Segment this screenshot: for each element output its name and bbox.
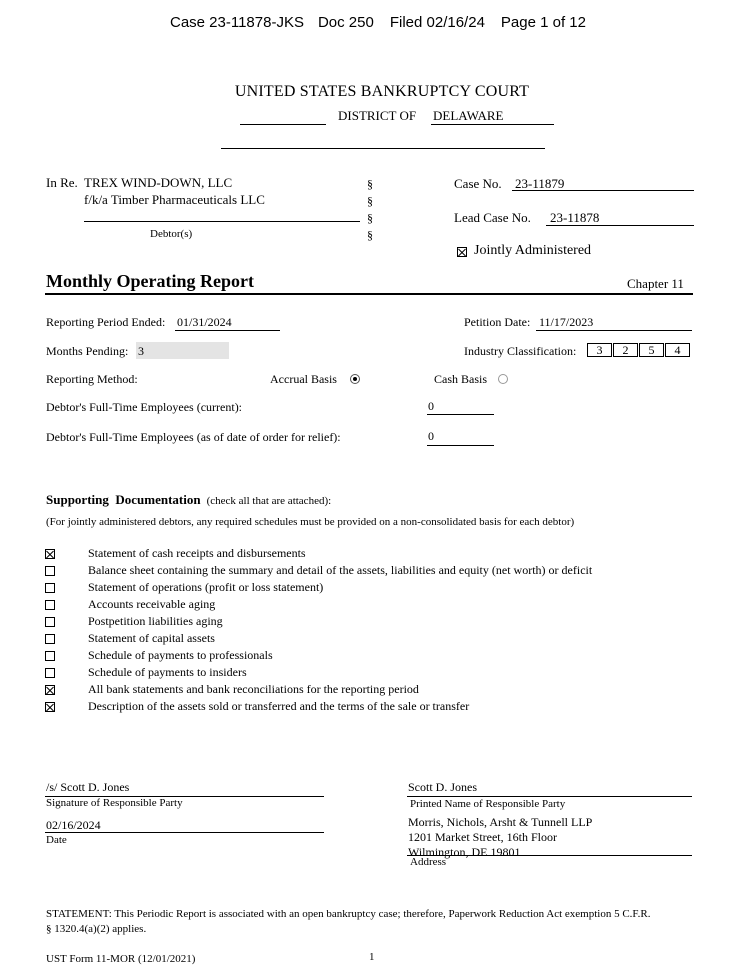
checklist-checkbox[interactable] [45, 668, 55, 678]
jointly-administered-checkbox[interactable] [457, 247, 467, 257]
header-doc: Doc 250 [317, 14, 374, 31]
case-no-label: Case No. [454, 176, 502, 191]
address-line-2: 1201 Market Street, 16th Floor [408, 830, 557, 844]
printed-name-line [407, 796, 692, 797]
printed-name-label: Printed Name of Responsible Party [410, 798, 566, 810]
date-value: 02/16/2024 [46, 818, 101, 832]
address-line [407, 855, 692, 856]
chapter-label: Chapter 11 [627, 276, 684, 291]
cash-label: Cash Basis [434, 372, 488, 386]
checklist-checkbox[interactable] [45, 634, 55, 644]
date-label: Date [46, 834, 67, 846]
header-filed: Filed 02/16/24 [389, 14, 485, 31]
checklist-label: Statement of operations (profit or loss statement) [88, 580, 324, 594]
address-line-3: Wilmington, DE 19801 [408, 845, 521, 859]
period-value: 01/31/2024 [177, 315, 232, 329]
section-mark: § [367, 177, 373, 191]
case-no-value: 23-11879 [515, 176, 565, 191]
signature-value: /s/ Scott D. Jones [46, 780, 130, 794]
industry-digit: 2 [613, 343, 638, 357]
supporting-title: Supporting Documentation [46, 492, 201, 507]
checklist-label: Postpetition liabilities aging [88, 614, 223, 628]
employees-relief-label: Debtor's Full-Time Employees (as of date of order for relief): [46, 430, 341, 444]
section-mark: § [367, 194, 373, 208]
debtor-line [84, 221, 360, 222]
employees-current-line [427, 414, 494, 415]
section-mark: § [367, 211, 373, 225]
supporting-note: (For jointly administered debtors, any required schedules must be provided on a non-consolidated basis for each debtor) [46, 516, 575, 528]
checklist-checkbox[interactable] [45, 566, 55, 576]
form-id: UST Form 11-MOR (12/01/2021) [46, 953, 196, 965]
employees-current-value: 0 [428, 399, 434, 413]
checklist-label: Statement of capital assets [88, 631, 215, 645]
checklist-checkbox[interactable] [45, 600, 55, 610]
checklist-checkbox[interactable] [45, 617, 55, 627]
jointly-administered-label: Jointly Administered [474, 243, 592, 258]
checklist-checkbox[interactable] [45, 685, 55, 695]
report-title: Monthly Operating Report [46, 271, 254, 291]
checklist-checkbox[interactable] [45, 702, 55, 712]
industry-digit: 3 [587, 343, 612, 357]
industry-digit: 5 [639, 343, 664, 357]
months-pending-value: 3 [138, 344, 144, 358]
months-pending-label: Months Pending: [46, 344, 129, 358]
checklist-label: Schedule of payments to insiders [88, 665, 247, 679]
checklist-label: Description of the assets sold or transferred and the terms of the sale or transfer [88, 699, 470, 713]
petition-label: Petition Date: [464, 315, 531, 329]
paperwork-statement-2: § 1320.4(a)(2) applies. [46, 923, 147, 935]
employees-relief-line [427, 445, 494, 446]
checklist-checkbox[interactable] [45, 651, 55, 661]
case-no-line [512, 190, 694, 191]
accrual-label: Accrual Basis [270, 372, 337, 386]
period-line [175, 330, 280, 331]
in-re-label: In Re. [46, 175, 78, 190]
district-left-line [240, 124, 326, 125]
ecf-header [0, 14, 756, 31]
address-label: Address [410, 856, 447, 868]
signature-label: Signature of Responsible Party [46, 797, 183, 809]
district-value-line [431, 124, 554, 125]
petition-value: 11/17/2023 [539, 315, 594, 329]
checklist-checkbox[interactable] [45, 583, 55, 593]
header-case: Case 23-11878-JKS [170, 14, 304, 31]
method-label: Reporting Method: [46, 372, 138, 386]
checklist-label: Statement of cash receipts and disbursements [88, 546, 306, 560]
period-label: Reporting Period Ended: [46, 315, 166, 329]
lead-case-line [546, 225, 694, 226]
printed-name-value: Scott D. Jones [408, 780, 477, 794]
page-number: 1 [369, 951, 375, 963]
header-page: Page 1 of 12 [500, 14, 586, 31]
section-mark: § [367, 228, 373, 242]
checklist-label: All bank statements and bank reconciliations for the reporting period [88, 682, 419, 696]
debtor-name: TREX WIND-DOWN, LLC [84, 175, 233, 190]
district-value: DELAWARE [433, 108, 504, 123]
accrual-basis-radio[interactable] [350, 374, 360, 384]
checklist-label: Accounts receivable aging [88, 597, 216, 611]
lead-case-value: 23-11878 [550, 210, 600, 225]
title-rule [45, 293, 693, 295]
address-line-1: Morris, Nichols, Arsht & Tunnell LLP [408, 815, 593, 829]
petition-line [536, 330, 692, 331]
industry-code [587, 343, 692, 357]
industry-digit: 4 [665, 343, 690, 357]
date-line [45, 832, 324, 833]
debtor-fka: f/k/a Timber Pharmaceuticals LLC [84, 192, 265, 207]
court-title: UNITED STATES BANKRUPTCY COURT [234, 83, 530, 100]
district-label: DISTRICT OF [338, 108, 417, 123]
paperwork-statement-1: STATEMENT: This Periodic Report is associated with an open bankruptcy case; therefore, Paperwork Reduction Act exemption 5 C.F.R. [46, 908, 651, 920]
industry-label: Industry Classification: [464, 344, 577, 358]
debtor-label: Debtor(s) [150, 228, 193, 240]
employees-current-label: Debtor's Full-Time Employees (current): [46, 400, 243, 414]
employees-relief-value: 0 [428, 429, 434, 443]
supporting-subtitle: (check all that are attached): [206, 495, 332, 507]
checklist-label: Balance sheet containing the summary and detail of the assets, liabilities and equity (net worth) or deficit [88, 563, 593, 577]
checklist-label: Schedule of payments to professionals [88, 648, 273, 662]
months-pending-field[interactable] [136, 342, 229, 359]
district-bottom-line [221, 148, 545, 149]
cash-basis-radio[interactable] [498, 374, 508, 384]
lead-case-label: Lead Case No. [454, 210, 531, 225]
supporting-heading [46, 492, 331, 508]
checklist-checkbox[interactable] [45, 549, 55, 559]
